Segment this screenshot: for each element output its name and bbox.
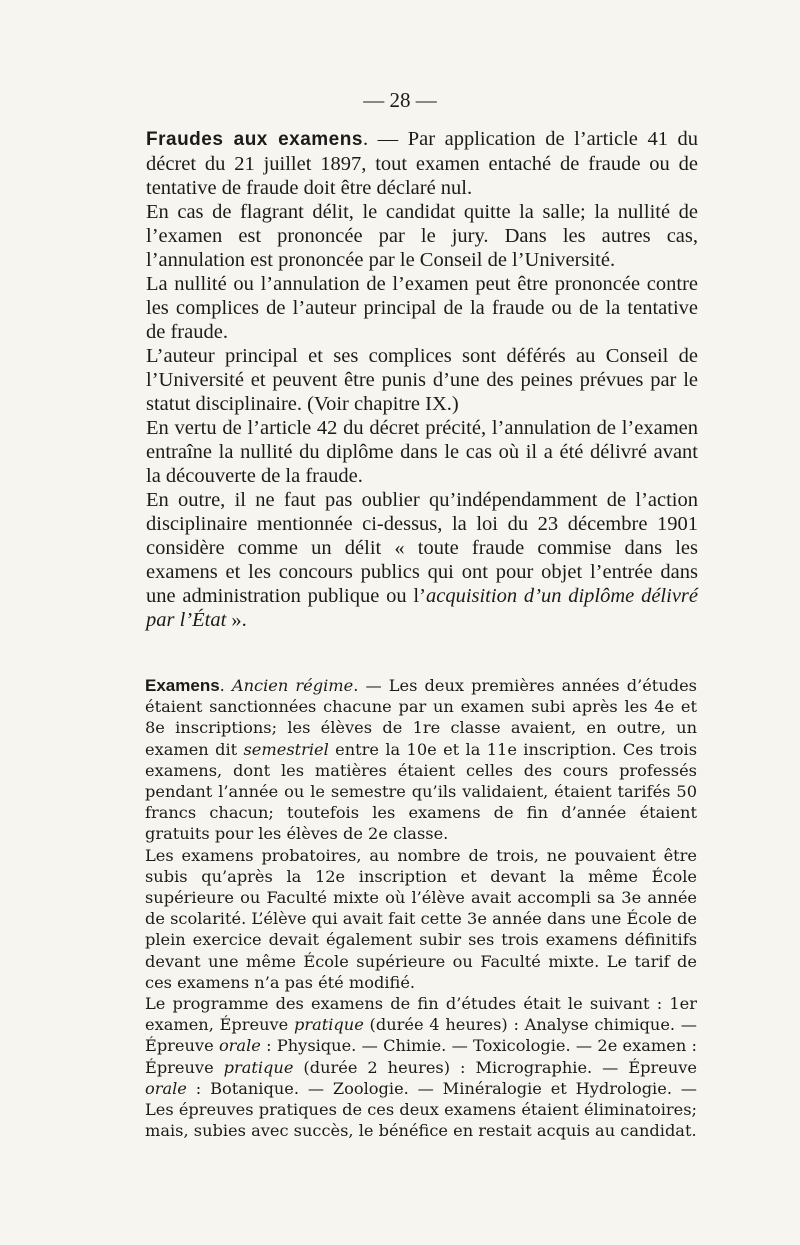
paragraph-text: En outre, il ne faut pas oublier qu’indépendamment de l’action disciplinaire mentionnée ci-dessus, la loi du 23 décembre 1901 considère comme un délit « toute fraude commise dans les examens et les concours publics qui ont pour objet l’entrée dans une administration publique ou l’	[146, 489, 698, 607]
paragraph-text: : Physique. — Chimie. — Toxicologie. — 2e examen : Épreuve	[145, 1036, 698, 1077]
italic-term: pratique	[223, 1057, 294, 1077]
paragraph	[146, 127, 698, 200]
paragraph-text: (durée 2 heures) : Micrographie. — Épreuve	[293, 1057, 697, 1077]
section-fraudes	[146, 127, 698, 632]
paragraph-end: ».	[226, 609, 247, 631]
italic-quote: acquisition d’un diplôme délivré par l’État	[146, 585, 698, 631]
paragraph: La nullité ou l’annulation de l’examen peut être prononcée contre les complices de l’auteur principal de la fraude ou de la tentative de fraude.	[146, 273, 698, 343]
section-heading: Examens	[145, 676, 220, 695]
paragraph-text: : Botanique. — Zoologie. — Minéralogie et Hydrologie. — Les épreuves pratiques de ces deux examens étaient éliminatoires; mais, subies avec succès, le bénéfice en restait acquis au candidat.	[145, 1078, 697, 1141]
paragraph-text: entre la 10e et la 11e inscription. Ces trois examens, dont les matières étaient celles des cours professés pendant l’année ou le semestre qu’ils validaient, étaient tarifés 50 francs chacun; toutefois les examens de fin d’année étaient gratuits pour les élèves de 2e classe.	[145, 739, 698, 844]
italic-term: semestriel	[243, 739, 329, 759]
paragraph-text: (durée 4 heures) : Analyse chimique. — Épreuve	[145, 1015, 697, 1056]
paragraph	[145, 993, 697, 1141]
section-examens	[145, 675, 697, 1141]
paragraph: L’auteur principal et ses complices sont déférés au Conseil de l’Université et peuvent être punis d’une des peines prévues par le statut disciplinaire. (Voir chapitre IX.)	[146, 345, 698, 415]
italic-term: pratique	[294, 1015, 364, 1035]
section-heading: Fraudes aux examens	[146, 129, 363, 150]
heading-separator: . —	[362, 128, 408, 150]
paragraph: En cas de flagrant délit, le candidat quitte la salle; la nullité de l’examen est prononcée par le jury. Dans les autres cas, l’annulation est prononcée par le Conseil de l’Université.	[146, 201, 698, 271]
paragraph: En vertu de l’article 42 du décret précité, l’annulation de l’examen entraîne la nullité du diplôme dans le cas où il a été délivré avant la découverte de la fraude.	[146, 417, 698, 487]
page-number: — 28 —	[363, 88, 437, 112]
heading-italic: Ancien régime	[231, 676, 354, 695]
italic-term: orale	[145, 1078, 187, 1098]
italic-term: orale	[218, 1036, 261, 1056]
paragraph: Les examens probatoires, au nombre de trois, ne pouvaient être subis qu’après la 12e inscription et devant la même École supérieure ou Faculté mixte où l’élève avait accompli sa 3e année de scolarité. L’élève qui avait fait cette 3e année dans une École de plein exercice devait également subir ses trois examens définitifs devant une même École supérieure ou Faculté mixte. Le tarif de ces examens n’a pas été modifié.	[145, 845, 697, 992]
heading-separator: .	[219, 676, 232, 695]
paragraph	[146, 488, 698, 632]
paragraph-text: Par application de l’article 41 du décret du 21 juillet 1897, tout examen entaché de fraude ou de tentative de fraude doit être déclaré nul.	[146, 128, 699, 199]
paragraph-text: Le programme des examens de fin d’études était le suivant : 1er examen, Épreuve	[145, 994, 697, 1035]
paragraph	[145, 675, 697, 845]
paragraph-text: . — Les deux premières années d’études étaient sanctionnées chacune par un examen subi après les 4e et 8e inscriptions; les élèves de 1re classe avaient, en outre, un examen dit	[145, 676, 697, 759]
